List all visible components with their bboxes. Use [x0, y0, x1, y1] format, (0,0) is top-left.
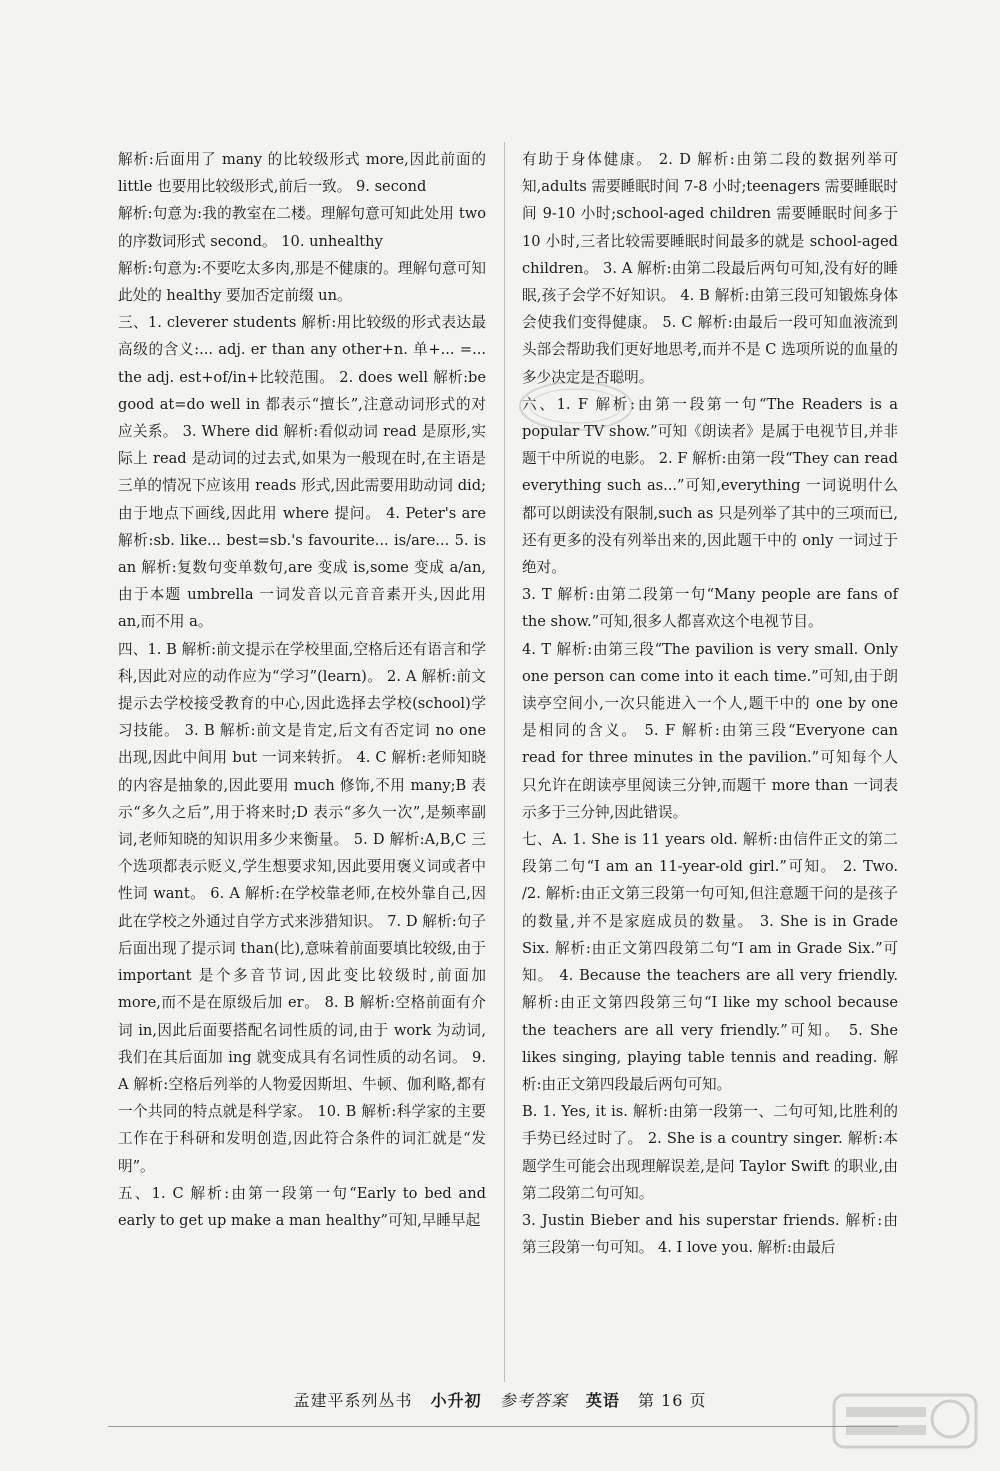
paragraph: 有助于身体健康。 2. D 解析:由第二段的数据列举可知,adults 需要睡眠时间 7-8 小时;teenagers 需要睡眠时间 9-10 小时;school-aged children 需要睡眠时间多于 10 小时,三者比较需要睡眠时间最多的就是 school-aged children。 3. A 解析:由第二段最后两句可知,没有好的睡眠,孩子会学不好知识。 4. B 解析:由第三段可知锻炼身体会使我们变得健康。 5. C 解析:由最后一段可知血液流到头部会帮助我们更好地思考,而并不是 C 选项所说的血量的多少决定是否聪明。: [522, 151, 898, 386]
level-label: 小升初: [430, 1391, 482, 1410]
section-three: 三、1. cleverer students 解析:用比较级的形式表达最高级的含义:... adj. er than any other+n. 单+... =... the adj. est+of/in+比较范围。 2. does well 解析:be good at=do well in 都表示“擅长”,注意动词形式的对应关系。 3. Where did 解析:看似动词 read 是原形,实际上 read 是动词的过去式,如果为一般现在时,在主语是三单的情况下应该用 reads 形式,因此需要用助动词 did;由于地点下画线,因此用 where 提问。 4. Peter's are 解析:sb. like... best=sb.'s favourite... is/are... 5. is an 解析:复数句变单数句,are 变成 is,some 变成 a/an,由于本题 umbrella 一词发音以元音音素开头,因此用 an,而不用 a。: [118, 314, 486, 631]
section-four: 四、1. B 解析:前文提示在学校里面,空格后还有语言和学科,因此对应的动作应为“学习”(learn)。 2. A 解析:前文提示去学校接受教育的中心,因此选择去学校(school)学习技能。 3. B 解析:前文是肯定,后文有否定词 no one 出现,因此中间用 but 一词来转折。 4. C 解析:老师知晓的内容是抽象的,因此要用 much 修饰,不用 many;B 表示“多久之后”,用于将来时;D 表示“多久一次”,是频率副词,老师知晓的知识用多少来衡量。 5. D 解析:A,B,C 三个选项都表示贬义,学生想要求知,因此要用褒义词或者中性词 want。 6. A 解析:在学校靠老师,在校外靠自己,因此在学校之外通过自学方式来涉猎知识。 7. D 解析:句子后面出现了提示词 than(比),意味着前面要填比较级,由于 important 是个多音节词,因此变比较级时,前面加 more,而不是在原级后加 er。 8. B 解析:空格前面有介词 in,因此后面要搭配名词性质的词,由于 work 为动词,我们在其后面加 ing 就变成具有名词性质的动名词。 9. A 解析:空格后列举的人物爱因斯坦、牛顿、伽利略,都有一个共同的特点就是科学家。 10. B 解析:科学家的主要工作在于科研和发明创造,因此符合条件的词汇就是“发明”。: [118, 640, 486, 1175]
section-six: 六、1. F 解析:由第一段第一句“The Readers is a popular TV show.”可知《朗读者》是属于电视节目,并非题干中所说的电影。 2. F 解析:由第一段“They can read everything such as...”可知,everything 一词说明什么都可以朗读没有限制,such as 只是列举了其中的三项而已,还有更多的没有列举出来的,因此题干中的 only 一词过于绝对。: [522, 395, 898, 577]
stamp-icon: [516, 378, 636, 434]
right-column: [522, 146, 898, 1261]
page-number: 第 16 页: [637, 1391, 707, 1410]
watermark-logo-icon: [830, 1391, 980, 1451]
paragraph: 解析:句意为:不要吃太多肉,那是不健康的。理解句意可知此处的 healthy 要加否定前缀 un。: [118, 259, 486, 305]
section-seven: 七、A. 1. She is 11 years old. 解析:由信件正文的第二段第二句“I am an 11-year-old girl.”可知。 2. Two. /2. 解析:由正文第三段第一句可知,但注意题干问的是孩子的数量,并不是家庭成员的数量。 3. She is in Grade Six. 解析:由正文第四段第二句“I am in Grade Six.”可知。 4. Because the teachers are all very friendly. 解析:由正文第四段第三句“I like my school because the teachers are all very friendly.”可知。 5. She likes singing, playing table tennis and reading. 解析:由正文第四段最后两句可知。: [522, 831, 898, 1093]
paragraph: 4. T 解析:由第三段“The pavilion is very small. Only one person can come into it each time.”可知,由于朗读亭空间小,一次只能进入一个人,题干中的 one by one 是相同的含义。 5. F 解析:由第三段“Everyone can read for three minutes in the pavilion.”可知每个人只允许在朗读亭里阅读三分钟,而题干 more than 一词表示多于三分钟,因此错误。: [522, 640, 898, 821]
paragraph: B. 1. Yes, it is. 解析:由第一段第一、二句可知,比胜利的手势已经过时了。 2. She is a country singer. 解析:本题学生可能会出现理解误差,是问 Taylor Swift 的职业,由第二段第二句可知。: [522, 1103, 898, 1202]
paragraph: 解析:句意为:我的教室在二楼。理解句意可知此处用 two 的序数词形式 second。 10. unhealthy: [118, 205, 486, 250]
left-column: [118, 146, 486, 1234]
column-divider: [504, 142, 505, 1382]
paragraph: 解析:后面用了 many 的比较级形式 more,因此前面的 little 也要用比较级形式,前后一致。 9. second: [118, 151, 486, 196]
subject-label: 英语: [585, 1391, 620, 1410]
paragraph: 3. T 解析:由第二段第一句“Many people are fans of the show.”可知,很多人都喜欢这个电视节目。: [522, 586, 898, 631]
answers-label: 参考答案: [499, 1391, 568, 1410]
series-name: 孟建平系列丛书: [293, 1391, 413, 1410]
paragraph: 3. Justin Bieber and his superstar friends. 解析:由第三段第一句可知。 4. I love you. 解析:由最后: [522, 1211, 898, 1257]
section-five: 五、1. C 解析:由第一段第一句“Early to bed and early to get up make a man healthy”可知,早睡早起: [118, 1184, 486, 1229]
footer-rule: [108, 1426, 898, 1427]
